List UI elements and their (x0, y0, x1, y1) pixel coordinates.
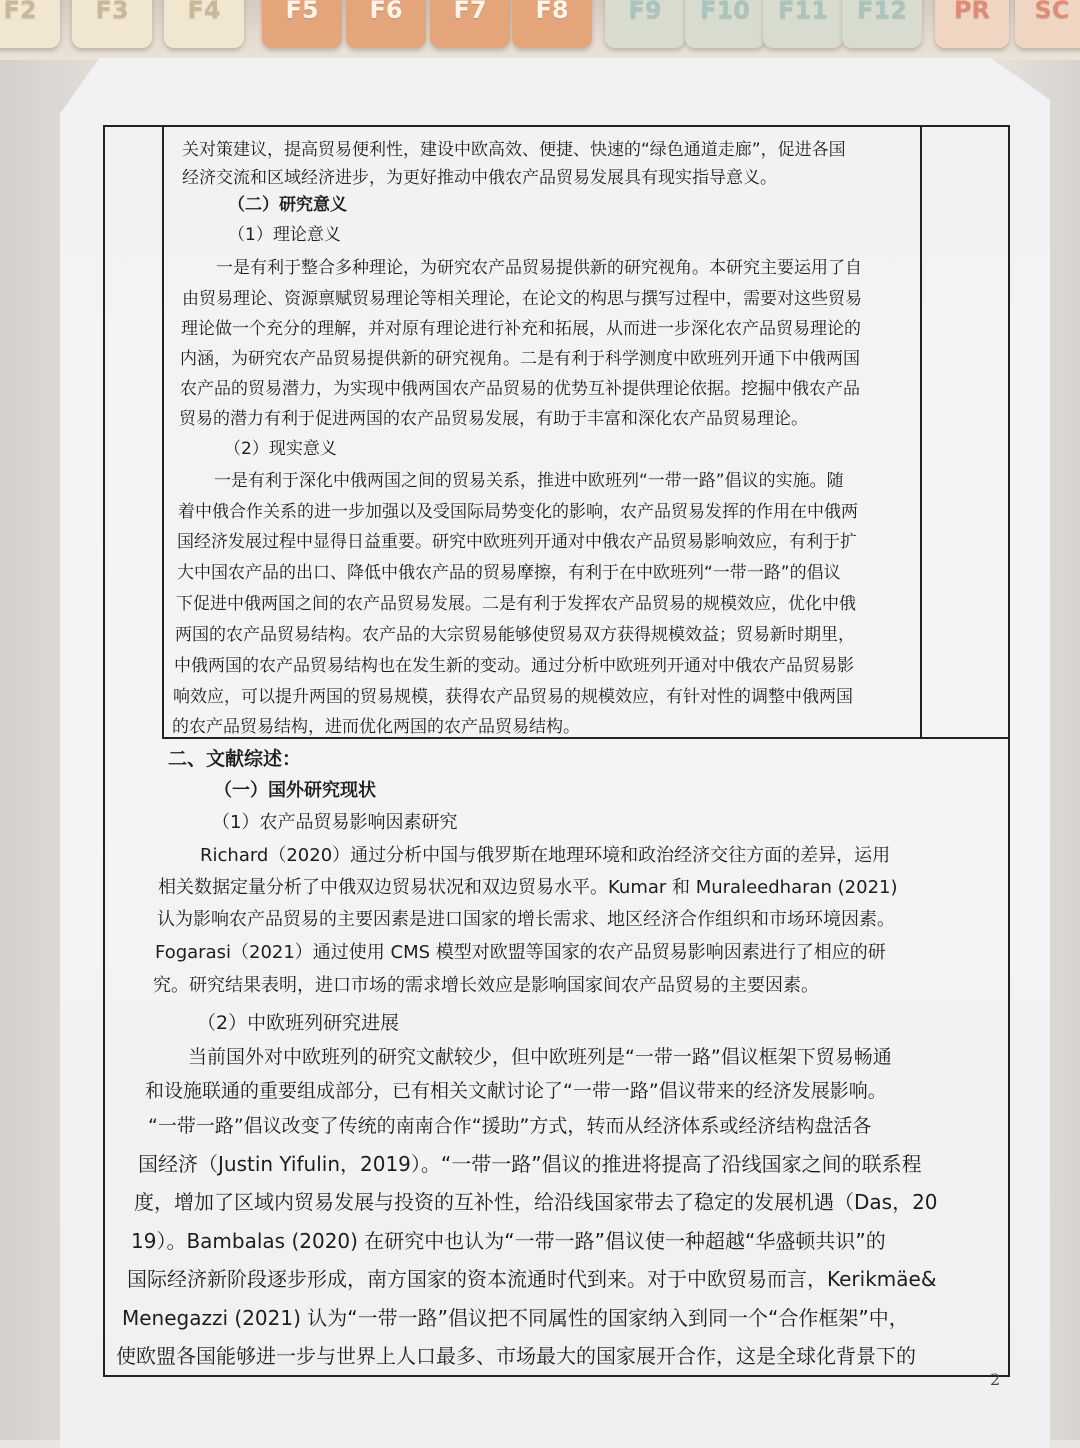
key-f11: F11 (763, 0, 843, 48)
subheading-factors: （1）农产品贸易影响因素研究 (212, 812, 458, 833)
key-f10: F10 (685, 0, 765, 48)
key-f4: F4 (164, 0, 244, 48)
key-f3: F3 (72, 0, 152, 48)
body-line: 一是有利于整合多种理论，为研究农产品贸易提供新的研究视角。本研究主要运用了自 (216, 258, 862, 278)
upper-cell-right-border (920, 125, 922, 737)
key-f2: F2 (0, 0, 60, 48)
key-f9: F9 (605, 0, 685, 48)
body-line: 贸易的潜力有利于促进两国的农产品贸易发展，有助于丰富和深化农产品贸易理论。 (179, 409, 808, 429)
subheading-practice: （2）现实意义 (224, 439, 337, 459)
body-line: 使欧盟各国能够进一步与世界上人口最多、市场最大的国家展开合作，这是全球化背景下的 (116, 1344, 916, 1368)
body-line: Richard（2020）通过分析中国与俄罗斯在地理环境和政治经济交往方面的差异，运用 (200, 845, 891, 866)
upper-cell-left-border (162, 125, 164, 737)
body-line: 关对策建议，提高贸易便利性，建设中欧高效、便捷、快速的“绿色通道走廊”，促进各国 (182, 140, 846, 160)
body-line: 由贸易理论、资源禀赋贸易理论等相关理论，在论文的构思与撰写过程中，需要对这些贸易 (182, 289, 862, 309)
body-line: 中俄两国的农产品贸易结构也在发生新的变动。通过分析中欧班列开通对中俄农产品贸易影 (174, 656, 854, 676)
body-line: 和设施联通的重要组成部分，已有相关文献讨论了“一带一路”倡议带来的经济发展影响。 (145, 1080, 887, 1102)
body-line: 经济交流和区域经济进步，为更好推动中俄农产品贸易发展具有现实指导意义。 (182, 168, 777, 188)
body-line: 相关数据定量分析了中俄双边贸易状况和双边贸易水平。Kumar 和 Muraleedharan (2021) (158, 877, 898, 898)
body-line: 着中俄合作关系的进一步加强以及受国际局势变化的影响，农产品贸易发挥的作用在中俄两 (178, 502, 858, 522)
body-line: “一带一路”倡议改变了传统的南南合作“援助”方式，转而从经济体系或经济结构盘活各 (148, 1115, 872, 1137)
body-line: Menegazzi (2021) 认为“一带一路”倡议把不同属性的国家纳入到同一个“合作框架”中， (122, 1306, 909, 1330)
body-line: 国际经济新阶段逐步形成，南方国家的资本流通时代到来。对于中欧贸易而言，Kerikmäe& (127, 1267, 937, 1291)
body-line: 内涵，为研究农产品贸易提供新的研究视角。二是有利于科学测度中欧班列开通下中俄两国 (180, 349, 860, 369)
body-line: 一是有利于深化中俄两国之间的贸易关系，推进中欧班列“一带一路”倡议的实施。随 (214, 471, 844, 491)
subheading-progress: （2）中欧班列研究进展 (197, 1012, 400, 1034)
body-line: 农产品的贸易潜力，为实现中俄两国农产品贸易的优势互补提供理论依据。挖掘中俄农产品 (180, 379, 860, 399)
subheading-theory: （1）理论意义 (228, 225, 341, 245)
key-f7: F7 (430, 0, 510, 48)
body-line: 大中国农产品的出口、降低中俄农产品的贸易摩擦，有利于在中欧班列“一带一路”的倡议 (177, 563, 841, 583)
page-number: 2 (990, 1370, 1001, 1389)
body-line: 当前国外对中欧班列的研究文献较少，但中欧班列是“一带一路”倡议框架下贸易畅通 (188, 1046, 892, 1068)
key-sc: SC (1015, 0, 1080, 48)
body-line: 19）。Bambalas (2020) 在研究中也认为“一带一路”倡议使一种超越“华盛顿共识”的 (131, 1229, 886, 1253)
body-line: 认为影响农产品贸易的主要因素是进口国家的增长需求、地区经济合作组织和市场环境因素。 (157, 909, 895, 930)
body-line: 下促进中俄两国之间的农产品贸易发展。二是有利于发挥农产品贸易的规模效应，优化中俄 (176, 594, 856, 614)
body-line: Fogarasi（2021）通过使用 CMS 模型对欧盟等国家的农产品贸易影响因素进行了相应的研 (155, 942, 886, 963)
body-line: 的农产品贸易结构，进而优化两国的农产品贸易结构。 (172, 717, 580, 737)
heading-literature-review: 二、文献综述： (168, 748, 302, 770)
body-line: 响效应，可以提升两国的贸易规模，获得农产品贸易的规模效应，有针对性的调整中俄两国 (173, 687, 853, 707)
body-line: 理论做一个充分的理解，并对原有理论进行补充和拓展，从而进一步深化农产品贸易理论的 (181, 319, 861, 339)
body-line: 究。研究结果表明，进口市场的需求增长效应是影响国家间农产品贸易的主要因素。 (153, 975, 819, 996)
key-f8: F8 (512, 0, 592, 48)
body-line: 度，增加了区域内贸易发展与投资的互补性，给沿线国家带去了稳定的发展机遇（Das，20 (134, 1190, 938, 1214)
heading-significance: （二）研究意义 (228, 195, 347, 215)
key-f6: F6 (346, 0, 426, 48)
section-divider (162, 737, 1010, 739)
body-line: 两国的农产品贸易结构。农产品的大宗贸易能够使贸易双方获得规模效益；贸易新时期里， (175, 625, 855, 645)
key-f5: F5 (262, 0, 342, 48)
key-pr: PR (935, 0, 1009, 48)
heading-foreign-research: （一）国外研究现状 (214, 780, 376, 801)
body-line: 国经济发展过程中显得日益重要。研究中欧班列开通对中俄农产品贸易影响效应，有利于扩 (177, 532, 857, 552)
key-f12: F12 (842, 0, 922, 48)
body-line: 国经济（Justin Yifulin，2019）。“一带一路”倡议的推进将提高了沿线国家之间的联系程 (138, 1152, 922, 1176)
